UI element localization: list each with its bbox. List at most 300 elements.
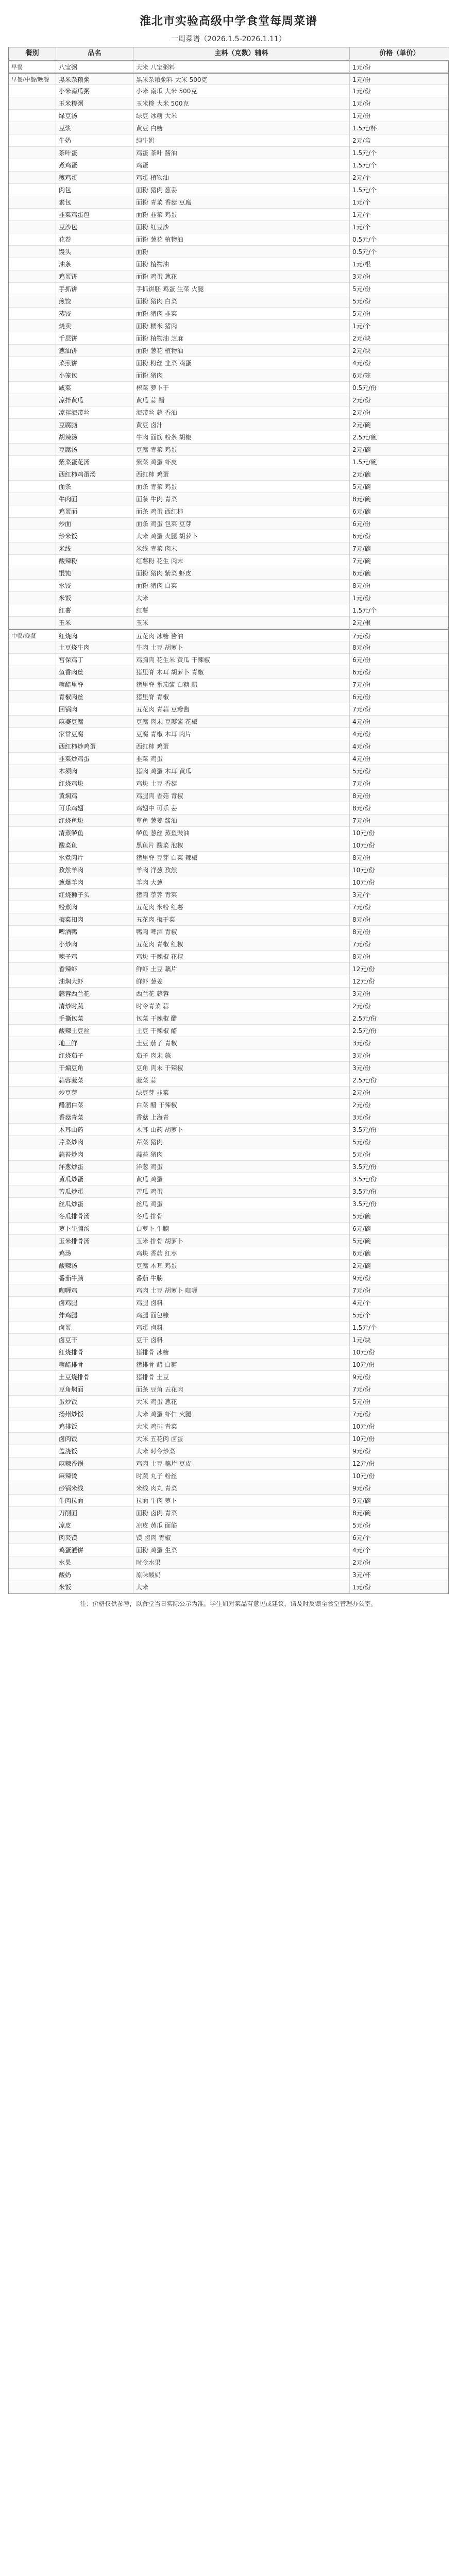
cell-price: 10元/份	[352, 1435, 375, 1443]
cell-price: 3元/份	[352, 1052, 371, 1059]
cell-ingredients: 绿豆 冰糖 大米	[133, 110, 350, 122]
table-row	[9, 345, 448, 357]
cell-category	[9, 295, 56, 307]
cell-dish-name: 麻辣烫	[56, 1470, 133, 1482]
cell-category	[9, 1260, 56, 1272]
table-row	[9, 1396, 448, 1408]
cell-ingredients: 西兰花 蒜蓉	[133, 988, 350, 999]
cell-ingredients: 猪肉 荸荠 青菜	[133, 889, 350, 901]
cell-price: 1元/根	[352, 261, 371, 268]
table-row	[9, 1420, 448, 1433]
cell-ingredients: 鸭肉 啤酒 青椒	[133, 926, 350, 938]
table-row	[9, 1383, 448, 1396]
cell-ingredients: 鸡翅中 可乐 姜	[133, 802, 350, 814]
cell-price: 1元/份	[352, 1584, 371, 1591]
table-row	[9, 221, 448, 233]
cell-dish-name: 豆沙包	[56, 221, 133, 233]
cell-dish-name: 酸辣土豆丝	[56, 1025, 133, 1037]
cell-dish-name: 鸡蛋面	[56, 505, 133, 517]
cell-category	[9, 159, 56, 171]
cell-category	[9, 1148, 56, 1160]
cell-ingredients: 面条 鸡蛋 包菜 豆芽	[133, 518, 350, 530]
cell-dish-name: 牛奶	[56, 134, 133, 146]
cell-dish-name: 萝卜牛腩汤	[56, 1223, 133, 1234]
cell-ingredients: 豆腐 木耳 鸡蛋	[133, 1260, 350, 1272]
cell-price: 1元/份	[352, 88, 371, 95]
cell-price: 3.5元/份	[352, 1163, 377, 1171]
cell-dish-name: 豆腐脑	[56, 419, 133, 431]
table-row	[9, 196, 448, 209]
table-row	[9, 1111, 448, 1124]
table-row	[9, 864, 448, 876]
cell-price: 1元/个	[352, 199, 371, 206]
cell-ingredients: 豆腐 青菜 鸡蛋	[133, 444, 350, 455]
cell-price: 1.5元/个	[352, 149, 377, 157]
cell-ingredients: 丝瓜 鸡蛋	[133, 1198, 350, 1210]
cell-category	[9, 1087, 56, 1098]
cell-ingredients: 黑米杂粮粥料 大米 500克	[133, 74, 350, 84]
cell-dish-name: 葱油饼	[56, 345, 133, 357]
cell-price: 4元/个	[352, 1547, 371, 1554]
cell-category	[9, 1000, 56, 1012]
table-row	[9, 975, 448, 988]
cell-category	[9, 716, 56, 727]
cell-category	[9, 258, 56, 270]
cell-ingredients: 面粉 植物油 芝麻	[133, 332, 350, 344]
cell-price: 10元/份	[352, 842, 375, 849]
cell-price: 5元/份	[352, 1398, 371, 1405]
cell-ingredients: 黄瓜 鸡蛋	[133, 1173, 350, 1185]
cell-ingredients: 苦瓜 鸡蛋	[133, 1185, 350, 1197]
cell-price: 4元/个	[352, 1299, 371, 1307]
cell-category	[9, 147, 56, 159]
header-cat: 餐别	[9, 47, 56, 60]
cell-category	[9, 1037, 56, 1049]
cell-price: 4元/份	[352, 731, 371, 738]
cell-price: 1元/份	[352, 76, 371, 83]
table-row	[9, 1272, 448, 1284]
cell-dish-name: 黄瓜炒蛋	[56, 1173, 133, 1185]
cell-category	[9, 1136, 56, 1148]
cell-price: 3元/份	[352, 1040, 371, 1047]
cell-category	[9, 1111, 56, 1123]
cell-ingredients: 鸡蛋 卤料	[133, 1321, 350, 1333]
cell-ingredients: 拉面 牛肉 萝卜	[133, 1495, 350, 1506]
cell-category	[9, 1062, 56, 1074]
menu-table	[8, 47, 449, 1594]
header-name: 品名	[56, 47, 133, 60]
cell-dish-name: 油条	[56, 258, 133, 270]
cell-ingredients: 土豆 茄子 青椒	[133, 1037, 350, 1049]
cell-price: 7元/份	[352, 1386, 371, 1393]
cell-dish-name: 肉夹馍	[56, 1532, 133, 1544]
cell-ingredients: 面条 牛肉 青菜	[133, 493, 350, 505]
cell-price: 5元/份	[352, 310, 371, 317]
table-row	[9, 740, 448, 753]
table-row	[9, 1297, 448, 1309]
cell-ingredients: 牛肉 面筋 粉条 胡椒	[133, 431, 350, 443]
cell-price: 2元/盒	[352, 137, 371, 144]
cell-dish-name: 小米南瓜粥	[56, 85, 133, 97]
cell-ingredients: 鸡腿肉 香菇 青椒	[133, 790, 350, 802]
cell-price: 10元/份	[352, 1349, 375, 1356]
table-row	[9, 1062, 448, 1074]
cell-price: 0.5元/个	[352, 248, 377, 256]
cell-price: 3元/个	[352, 891, 371, 899]
cell-dish-name: 刀削面	[56, 1507, 133, 1519]
cell-dish-name: 洋葱炒蛋	[56, 1161, 133, 1173]
table-row	[9, 1284, 448, 1297]
cell-ingredients: 鸡肉 土豆 胡萝卜 咖喱	[133, 1284, 350, 1296]
cell-category	[9, 1458, 56, 1469]
table-row	[9, 1223, 448, 1235]
cell-ingredients: 五花肉 梅干菜	[133, 913, 350, 925]
cell-ingredients: 大米 时令炒菜	[133, 1445, 350, 1457]
cell-category	[9, 1445, 56, 1457]
cell-ingredients: 绿豆芽 韭菜	[133, 1087, 350, 1098]
cell-dish-name: 菜煎饼	[56, 357, 133, 369]
header-price: 价格（单价）	[350, 47, 449, 60]
cell-ingredients: 蒜苔 猪肉	[133, 1148, 350, 1160]
cell-ingredients: 猪排骨 醋 白糖	[133, 1359, 350, 1370]
cell-ingredients: 紫菜 鸡蛋 虾皮	[133, 456, 350, 468]
table-row	[9, 1136, 448, 1148]
cell-category	[9, 332, 56, 344]
table-row	[9, 184, 448, 196]
cell-price: 4元/份	[352, 743, 371, 750]
cell-dish-name: 牛肉拉面	[56, 1495, 133, 1506]
cell-dish-name: 绿豆汤	[56, 110, 133, 122]
cell-dish-name: 咖喱鸡	[56, 1284, 133, 1296]
table-row	[9, 913, 448, 926]
cell-price: 7元/份	[352, 904, 371, 911]
cell-price: 4元/份	[352, 755, 371, 762]
table-row	[9, 134, 448, 147]
cell-ingredients: 鲈鱼 葱丝 蒸鱼豉油	[133, 827, 350, 839]
cell-dish-name: 卤肉饭	[56, 1433, 133, 1445]
table-row	[9, 1532, 448, 1544]
cell-price: 8元/份	[352, 916, 371, 923]
table-row	[9, 1371, 448, 1383]
cell-price: 4元/份	[352, 360, 371, 367]
cell-dish-name: 馒头	[56, 246, 133, 258]
cell-price: 9元/碗	[352, 1497, 371, 1504]
cell-dish-name: 凉拌海带丝	[56, 406, 133, 418]
cell-dish-name: 香菇青菜	[56, 1111, 133, 1123]
cell-ingredients: 面粉 猪肉 白菜	[133, 295, 350, 307]
cell-category	[9, 827, 56, 839]
cell-category	[9, 1012, 56, 1024]
table-row	[9, 73, 448, 85]
table-row	[9, 951, 448, 963]
cell-price: 7元/份	[352, 1411, 371, 1418]
cell-dish-name: 孜然羊肉	[56, 864, 133, 876]
cell-price: 1元/个	[352, 211, 371, 218]
table-row	[9, 926, 448, 938]
cell-ingredients: 面粉 粉丝 韭菜 鸡蛋	[133, 357, 350, 369]
cell-ingredients: 时蔬 丸子 粉丝	[133, 1470, 350, 1482]
cell-dish-name: 肉包	[56, 184, 133, 196]
cell-category	[9, 270, 56, 282]
cell-dish-name: 凉皮	[56, 1519, 133, 1531]
table-row	[9, 567, 448, 580]
table-row	[9, 580, 448, 592]
cell-category	[9, 1161, 56, 1173]
cell-dish-name: 蒜蓉菠菜	[56, 1074, 133, 1086]
cell-price: 12元/份	[352, 1460, 375, 1467]
cell-price: 2元/份	[352, 1089, 371, 1096]
cell-category	[9, 233, 56, 245]
cell-dish-name: 酸辣汤	[56, 1260, 133, 1272]
cell-dish-name: 清炒时蔬	[56, 1000, 133, 1012]
cell-category	[9, 382, 56, 394]
cell-price: 8元/碗	[352, 1510, 371, 1517]
cell-price: 2元/份	[352, 397, 371, 404]
cell-category	[9, 394, 56, 406]
cell-ingredients: 玉米 排骨 胡萝卜	[133, 1235, 350, 1247]
cell-dish-name: 煎鸡蛋	[56, 172, 133, 183]
footer-note: 注：价格仅供参考，以食堂当日实际公示为准。学生如对菜品有意见或建议，请及时反馈至食堂管理办公室。	[80, 1600, 377, 1607]
table-row	[9, 1000, 448, 1012]
cell-price: 7元/份	[352, 780, 371, 787]
cell-ingredients: 玉米	[133, 617, 350, 629]
cell-price: 10元/份	[352, 829, 375, 837]
table-row	[9, 493, 448, 505]
cell-price: 10元/份	[352, 1472, 375, 1480]
cell-category	[9, 963, 56, 975]
cell-price: 1.5元/杯	[352, 125, 377, 132]
cell-category	[9, 1074, 56, 1086]
cell-category	[9, 1569, 56, 1581]
cell-ingredients: 包菜 干辣椒 醋	[133, 1012, 350, 1024]
cell-ingredients: 白菜 醋 干辣椒	[133, 1099, 350, 1111]
cell-category	[9, 345, 56, 357]
cell-category	[9, 790, 56, 802]
cell-ingredients: 草鱼 葱姜 酱油	[133, 815, 350, 826]
cell-category	[9, 1049, 56, 1061]
table-row	[9, 468, 448, 481]
cell-category	[9, 1519, 56, 1531]
cell-category: 中餐/晚餐	[9, 630, 56, 641]
cell-category	[9, 1346, 56, 1358]
cell-ingredients: 面粉 鸡蛋 生菜	[133, 1544, 350, 1556]
cell-dish-name: 西红柿鸡蛋汤	[56, 468, 133, 480]
cell-ingredients: 面粉 青菜 香菇 豆腐	[133, 196, 350, 208]
cell-dish-name: 炸鸡腿	[56, 1309, 133, 1321]
cell-price: 2.5元/份	[352, 1027, 377, 1035]
cell-category	[9, 1198, 56, 1210]
table-row	[9, 246, 448, 258]
cell-dish-name: 宫保鸡丁	[56, 654, 133, 666]
table-row	[9, 1247, 448, 1260]
cell-price: 2元/碗	[352, 446, 371, 453]
table-row	[9, 258, 448, 270]
cell-ingredients: 面粉 鸡蛋 葱花	[133, 270, 350, 282]
cell-price: 1元/份	[352, 100, 371, 107]
cell-dish-name: 土豆烧牛肉	[56, 641, 133, 653]
cell-category	[9, 1470, 56, 1482]
table-row	[9, 1012, 448, 1025]
cell-dish-name: 黄焖鸡	[56, 790, 133, 802]
cell-ingredients: 凉皮 黄瓜 面筋	[133, 1519, 350, 1531]
cell-price: 3元/份	[352, 1064, 371, 1072]
cell-ingredients: 时令水果	[133, 1556, 350, 1568]
cell-category: 早餐	[9, 61, 56, 72]
table-row	[9, 777, 448, 790]
cell-dish-name: 鸡汤	[56, 1247, 133, 1259]
cell-ingredients: 鸡块 土豆 香菇	[133, 777, 350, 789]
cell-ingredients: 纯牛奶	[133, 134, 350, 146]
table-row	[9, 889, 448, 901]
cell-category	[9, 975, 56, 987]
table-row	[9, 1544, 448, 1556]
cell-price: 8元/份	[352, 928, 371, 936]
cell-dish-name: 煎饺	[56, 295, 133, 307]
cell-category	[9, 765, 56, 777]
cell-category	[9, 815, 56, 826]
cell-ingredients: 冬瓜 排骨	[133, 1210, 350, 1222]
cell-price: 7元/份	[352, 941, 371, 948]
cell-dish-name: 红烧鱼块	[56, 815, 133, 826]
cell-price: 6元/份	[352, 533, 371, 540]
cell-dish-name: 冬瓜排骨汤	[56, 1210, 133, 1222]
cell-category	[9, 938, 56, 950]
cell-dish-name: 糖醋排骨	[56, 1359, 133, 1370]
table-row	[9, 1507, 448, 1519]
cell-category	[9, 406, 56, 418]
cell-category	[9, 1210, 56, 1222]
cell-price: 9元/份	[352, 1374, 371, 1381]
cell-dish-name: 扬州炒饭	[56, 1408, 133, 1420]
cell-price: 9元/份	[352, 1275, 371, 1282]
cell-price: 10元/份	[352, 1423, 375, 1430]
cell-category	[9, 1556, 56, 1568]
cell-price: 6元/份	[352, 669, 371, 676]
cell-ingredients: 面粉	[133, 246, 350, 258]
cell-dish-name: 青椒肉丝	[56, 691, 133, 703]
cell-category	[9, 283, 56, 295]
cell-ingredients: 黑鱼片 酸菜 泡椒	[133, 839, 350, 851]
cell-ingredients: 大米 鸡蛋 火腿 胡萝卜	[133, 530, 350, 542]
cell-category	[9, 852, 56, 863]
table-row	[9, 1482, 448, 1495]
cell-category	[9, 221, 56, 233]
cell-ingredients: 米线 肉丸 青菜	[133, 1482, 350, 1494]
cell-dish-name: 土豆烧排骨	[56, 1371, 133, 1383]
cell-category	[9, 1099, 56, 1111]
cell-price: 6元/份	[352, 693, 371, 701]
cell-ingredients: 土豆 干辣椒 醋	[133, 1025, 350, 1037]
cell-category	[9, 926, 56, 938]
cell-price: 3.5元/份	[352, 1176, 377, 1183]
cell-ingredients: 面粉 卤肉 青菜	[133, 1507, 350, 1519]
cell-ingredients: 牛肉 土豆 胡萝卜	[133, 641, 350, 653]
cell-dish-name: 牛肉面	[56, 493, 133, 505]
cell-dish-name: 素包	[56, 196, 133, 208]
table-row	[9, 641, 448, 654]
cell-price: 6元/笼	[352, 372, 371, 379]
table-row	[9, 481, 448, 493]
cell-price: 3元/份	[352, 1114, 371, 1121]
cell-category	[9, 1321, 56, 1333]
cell-category	[9, 876, 56, 888]
table-row	[9, 382, 448, 394]
cell-ingredients: 豆角 肉末 干辣椒	[133, 1062, 350, 1074]
cell-dish-name: 鸡蛋灌饼	[56, 1544, 133, 1556]
cell-category	[9, 1544, 56, 1556]
cell-price: 2元/份	[352, 1559, 371, 1566]
cell-dish-name: 紫菜蛋花汤	[56, 456, 133, 468]
cell-dish-name: 清蒸鲈鱼	[56, 827, 133, 839]
cell-category	[9, 913, 56, 925]
table-row	[9, 1037, 448, 1049]
cell-ingredients: 面条 豆角 五花肉	[133, 1383, 350, 1395]
cell-ingredients: 猪里脊 豆芽 白菜 辣椒	[133, 852, 350, 863]
cell-price: 3.5元/份	[352, 1126, 377, 1133]
cell-category	[9, 1371, 56, 1383]
cell-price: 8元/碗	[352, 496, 371, 503]
cell-dish-name: 蒸饺	[56, 308, 133, 319]
cell-dish-name: 红烧狮子头	[56, 889, 133, 901]
cell-category	[9, 134, 56, 146]
cell-category	[9, 530, 56, 542]
table-row	[9, 295, 448, 308]
table-row	[9, 394, 448, 406]
cell-price: 2元/份	[352, 1003, 371, 1010]
cell-ingredients: 面条 青菜 鸡蛋	[133, 481, 350, 493]
cell-ingredients: 红薯粉 花生 肉末	[133, 555, 350, 567]
cell-ingredients: 小米 南瓜 大米 500克	[133, 85, 350, 97]
cell-category	[9, 1532, 56, 1544]
cell-ingredients: 黄瓜 蒜 醋	[133, 394, 350, 406]
cell-price: 8元/份	[352, 582, 371, 589]
table-row	[9, 1346, 448, 1359]
table-row	[9, 1556, 448, 1569]
cell-dish-name: 蛋炒饭	[56, 1396, 133, 1408]
cell-ingredients: 五花肉 米粉 红薯	[133, 901, 350, 913]
cell-price: 3.5元/份	[352, 1200, 377, 1208]
cell-dish-name: 小笼包	[56, 369, 133, 381]
cell-price: 2元/块	[352, 347, 371, 354]
cell-price: 1.5元/个	[352, 607, 377, 614]
table-row	[9, 827, 448, 839]
cell-dish-name: 可乐鸡翅	[56, 802, 133, 814]
table-row	[9, 60, 448, 73]
cell-category	[9, 580, 56, 591]
cell-category	[9, 1235, 56, 1247]
cell-category	[9, 1383, 56, 1395]
cell-price: 8元/份	[352, 805, 371, 812]
table-row	[9, 852, 448, 864]
cell-ingredients: 木耳 山药 胡萝卜	[133, 1124, 350, 1136]
cell-ingredients: 大米	[133, 592, 350, 604]
table-row	[9, 790, 448, 802]
table-row	[9, 543, 448, 555]
cell-ingredients: 面粉 猪肉 韭菜	[133, 308, 350, 319]
table-header	[9, 47, 448, 60]
cell-category	[9, 802, 56, 814]
cell-ingredients: 豆腐 青椒 木耳 肉片	[133, 728, 350, 740]
cell-category	[9, 320, 56, 332]
table-row	[9, 320, 448, 332]
cell-ingredients: 菠菜 蒜	[133, 1074, 350, 1086]
cell-price: 2元/碗	[352, 421, 371, 429]
cell-ingredients: 芹菜 猪肉	[133, 1136, 350, 1148]
cell-dish-name: 炒面	[56, 518, 133, 530]
cell-price: 1.5元/碗	[352, 459, 377, 466]
cell-ingredients: 面粉 猪肉 紫菜 虾皮	[133, 567, 350, 579]
cell-dish-name: 鱼香肉丝	[56, 666, 133, 678]
